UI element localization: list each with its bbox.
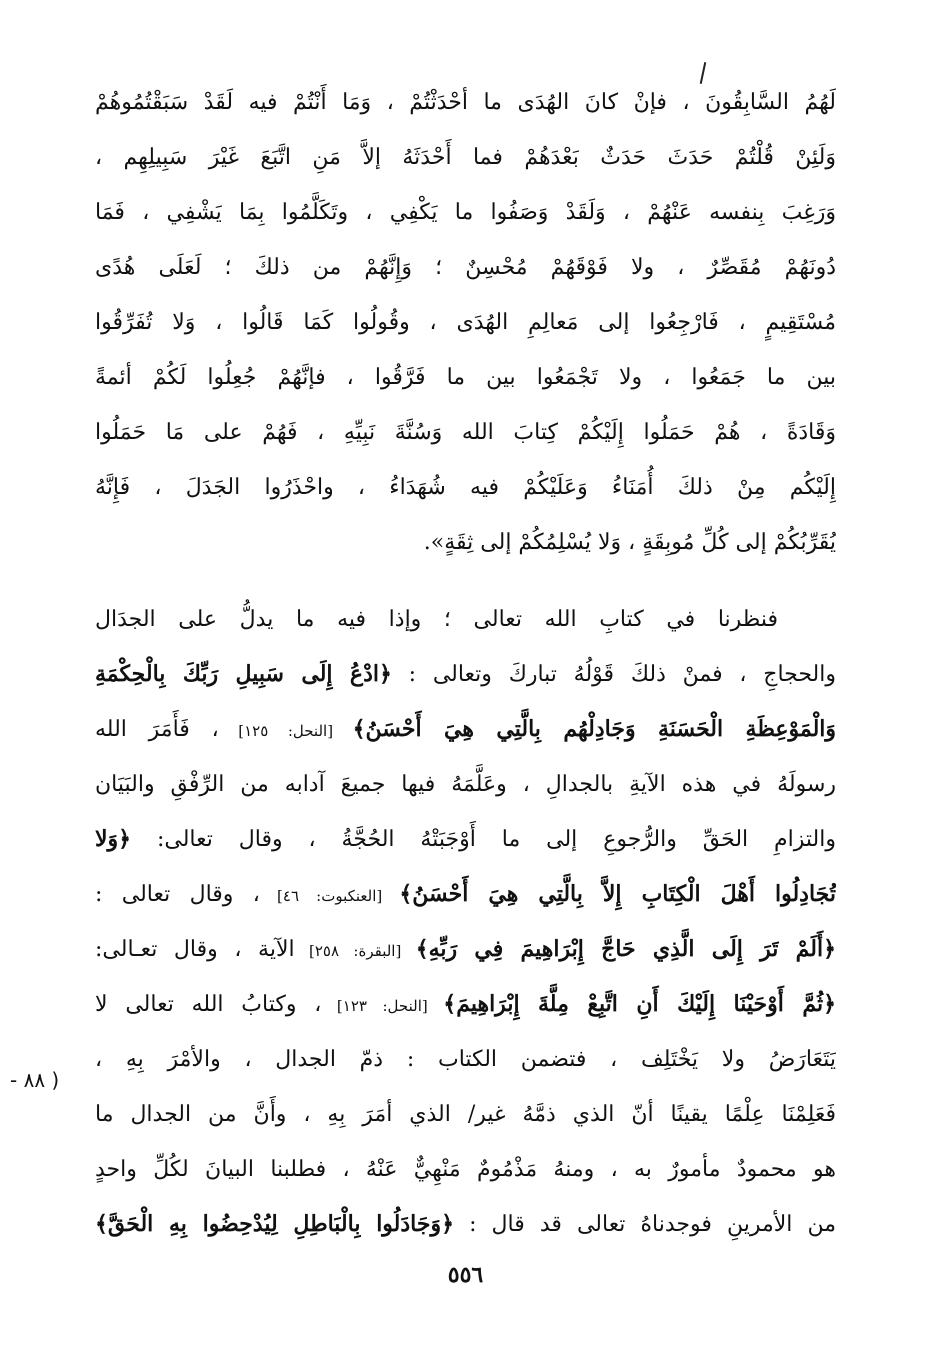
text-line	[95, 592, 836, 647]
text-line	[95, 922, 836, 977]
quran-verse: ﴿ثُمَّ أَوْحَيْنَا إِلَيْكَ أَنِ اتَّبِعْ مِلَّةَ إِبْرَاهِيمَ﴾	[443, 991, 836, 1017]
line-text: والحجاجِ ، فمنْ ذلكَ قَوْلُهُ تباركَ وتعالى :	[391, 662, 836, 687]
text-line: إِلَيْكُم مِنْ ذلكَ أُمَنَاءُ وَعَلَيْكُمْ فيه شُهَدَاءُ ، واحْذَرُوا الجَدَلَ ، فَإِنَّهُ	[95, 475, 836, 500]
body-text	[95, 75, 836, 1252]
line-text: فنظرنا في كتابِ الله تعالى ؛ وإذا فيه ما يدلُّ على الجدَال	[95, 607, 778, 632]
quran-verse: تُجَادِلُوا أَهْلَ الْكِتَابِ إِلاَّ بِالَّتِي هِيَ أَحْسَنُ﴾	[399, 881, 836, 907]
line-text: يَتَعَارَضُ ولا يَخْتَلِف ، فتضمن الكتاب : ذمّ الجدال ، والأمْرَ بِهِ ،	[95, 1047, 836, 1072]
verse-reference: [العنكبوت: ٤٦]	[259, 887, 400, 905]
text-line	[95, 1032, 836, 1087]
margin-page-marker: ( ٨٨ -	[10, 1068, 60, 1092]
verse-reference: [النحل: ١٢٥]	[218, 722, 353, 740]
line-text: رسولَهُ في هذه الآيةِ بالجدالِ ، وعَلَّمَهُ فيها جميعَ آدابه من الرِّفْقِ والبَيَان	[95, 772, 836, 797]
text-line: وَقَادَةً ، هُمْ حَمَلُوا إِلَيْكُمْ كِتابَ الله وَسُنَّةَ نَبِيِّهِ ، فَهُمْ على مَا حَمَلُوا	[95, 420, 836, 445]
text-line: وَرَغِبَ بِنفسه عَنْهُمْ ، وَلَقَدْ وَصَفُوا ما يَكْفِي ، وتَكَلَّمُوا بِمَا يَشْفِي ، فَمَا	[95, 200, 836, 225]
text-line	[95, 812, 836, 867]
text-line: بين ما جَمَعُوا ، ولا تَجْمَعُوا بين ما فَرَّقُوا ، فإنَّهُمْ جُعِلُوا لَكُمْ أئمةً	[95, 365, 836, 390]
verse-reference: [البقرة: ٢٥٨]	[294, 942, 416, 960]
quran-verse: وَالْمَوْعِظَةِ الْحَسَنَةِ وَجَادِلْهُم بِالَّتِي هِيَ أَحْسَنُ﴾	[352, 716, 836, 742]
argument-paragraph	[95, 592, 836, 1252]
quran-verse: ﴿أَلَمْ تَرَ إِلَى الَّذِي حَاجَّ إِبْرَاهِيمَ فِي رَبِّهِ﴾	[415, 936, 836, 962]
line-text: هو محمودٌ مأمورٌ به ، ومنهُ مَذْمُومٌ مَنْهِيٌّ عَنْهُ ، فطلبنا البيانَ لكُلِّ واحدٍ	[95, 1157, 836, 1182]
text-line	[95, 1087, 836, 1142]
line-text: ، فَأَمَرَ الله	[95, 717, 219, 742]
page-number: ٥٥٦	[447, 1262, 484, 1288]
text-line	[95, 647, 836, 702]
text-line: لَهُمُ السَّابِقُونَ ، فإنْ كانَ الهُدَى ما أحْدَثْتُمْ ، وَمَا أَنْتُمْ فيه لَقَدْ سَبَقْتُمُوهُمْ	[95, 90, 836, 115]
verse-reference: [النحل: ١٢٣]	[321, 997, 444, 1015]
quran-verse: ﴿وَجَادَلُوا بِالْبَاطِلِ لِيُدْحِضُوا بِهِ الْحَقَّ﴾	[95, 1211, 454, 1237]
line-text: الآية ، وقال تعـالى:	[95, 937, 295, 962]
text-line: مُسْتَقِيمٍ ، فَارْجِعُوا إلى مَعالِمِ الهُدَى ، وقُولُوا كَمَا قَالُوا ، وَلا تُفَرِّقُوا	[95, 310, 836, 335]
line-text: والتزامِ الحَقِّ والرُّجوعِ إلى ما أَوْجَبَتْهُ الحُجَّةُ ، وقال تعالى:	[131, 827, 836, 852]
text-line	[95, 1197, 836, 1252]
text-line: دُونَهُمْ مُقَصِّرٌ ، ولا فَوْقَهُمْ مُحْسِنٌ ؛ وَإِنَّهُمْ من ذلكَ ؛ لَعَلَى هُدًى	[95, 255, 836, 280]
quran-verse: ﴿وَلا	[95, 826, 132, 852]
quote-paragraph	[95, 75, 836, 570]
text-line	[95, 1142, 836, 1197]
text-line: يُقَرِّبُكُمْ إلى كُلِّ مُوبِقَةٍ ، وَلا يُسْلِمُكُمْ إلى ثِقَةٍ».	[423, 530, 836, 555]
line-text: ، وقال تعالى :	[95, 882, 260, 907]
text-line	[95, 757, 836, 812]
quran-verse: ﴿ادْعُ إِلَى سَبِيلِ رَبِّكَ بِالْحِكْمَةِ	[95, 661, 392, 687]
line-text: ، وكتابُ الله تعالى لا	[95, 992, 322, 1017]
text-line	[95, 702, 836, 757]
text-line: وَلَئِنْ قُلْتُمْ حَدَثَ حَدَثٌ بَعْدَهُمْ فما أَحْدَثَهُ إلاَّ مَنِ اتَّبَعَ غَيْرَ سَبِيلِهِم ،	[95, 145, 836, 170]
text-line	[95, 867, 836, 922]
text-line	[95, 977, 836, 1032]
line-text: من الأمرينِ فوجدناهُ تعالى قد قال :	[454, 1212, 836, 1237]
line-text: فَعَلِمْنَا عِلْمًا يقينًا أنّ الذي ذمَّهُ غير/ الذي أمَرَ بِهِ ، وأَنَّ من الجدال ما	[95, 1102, 836, 1127]
